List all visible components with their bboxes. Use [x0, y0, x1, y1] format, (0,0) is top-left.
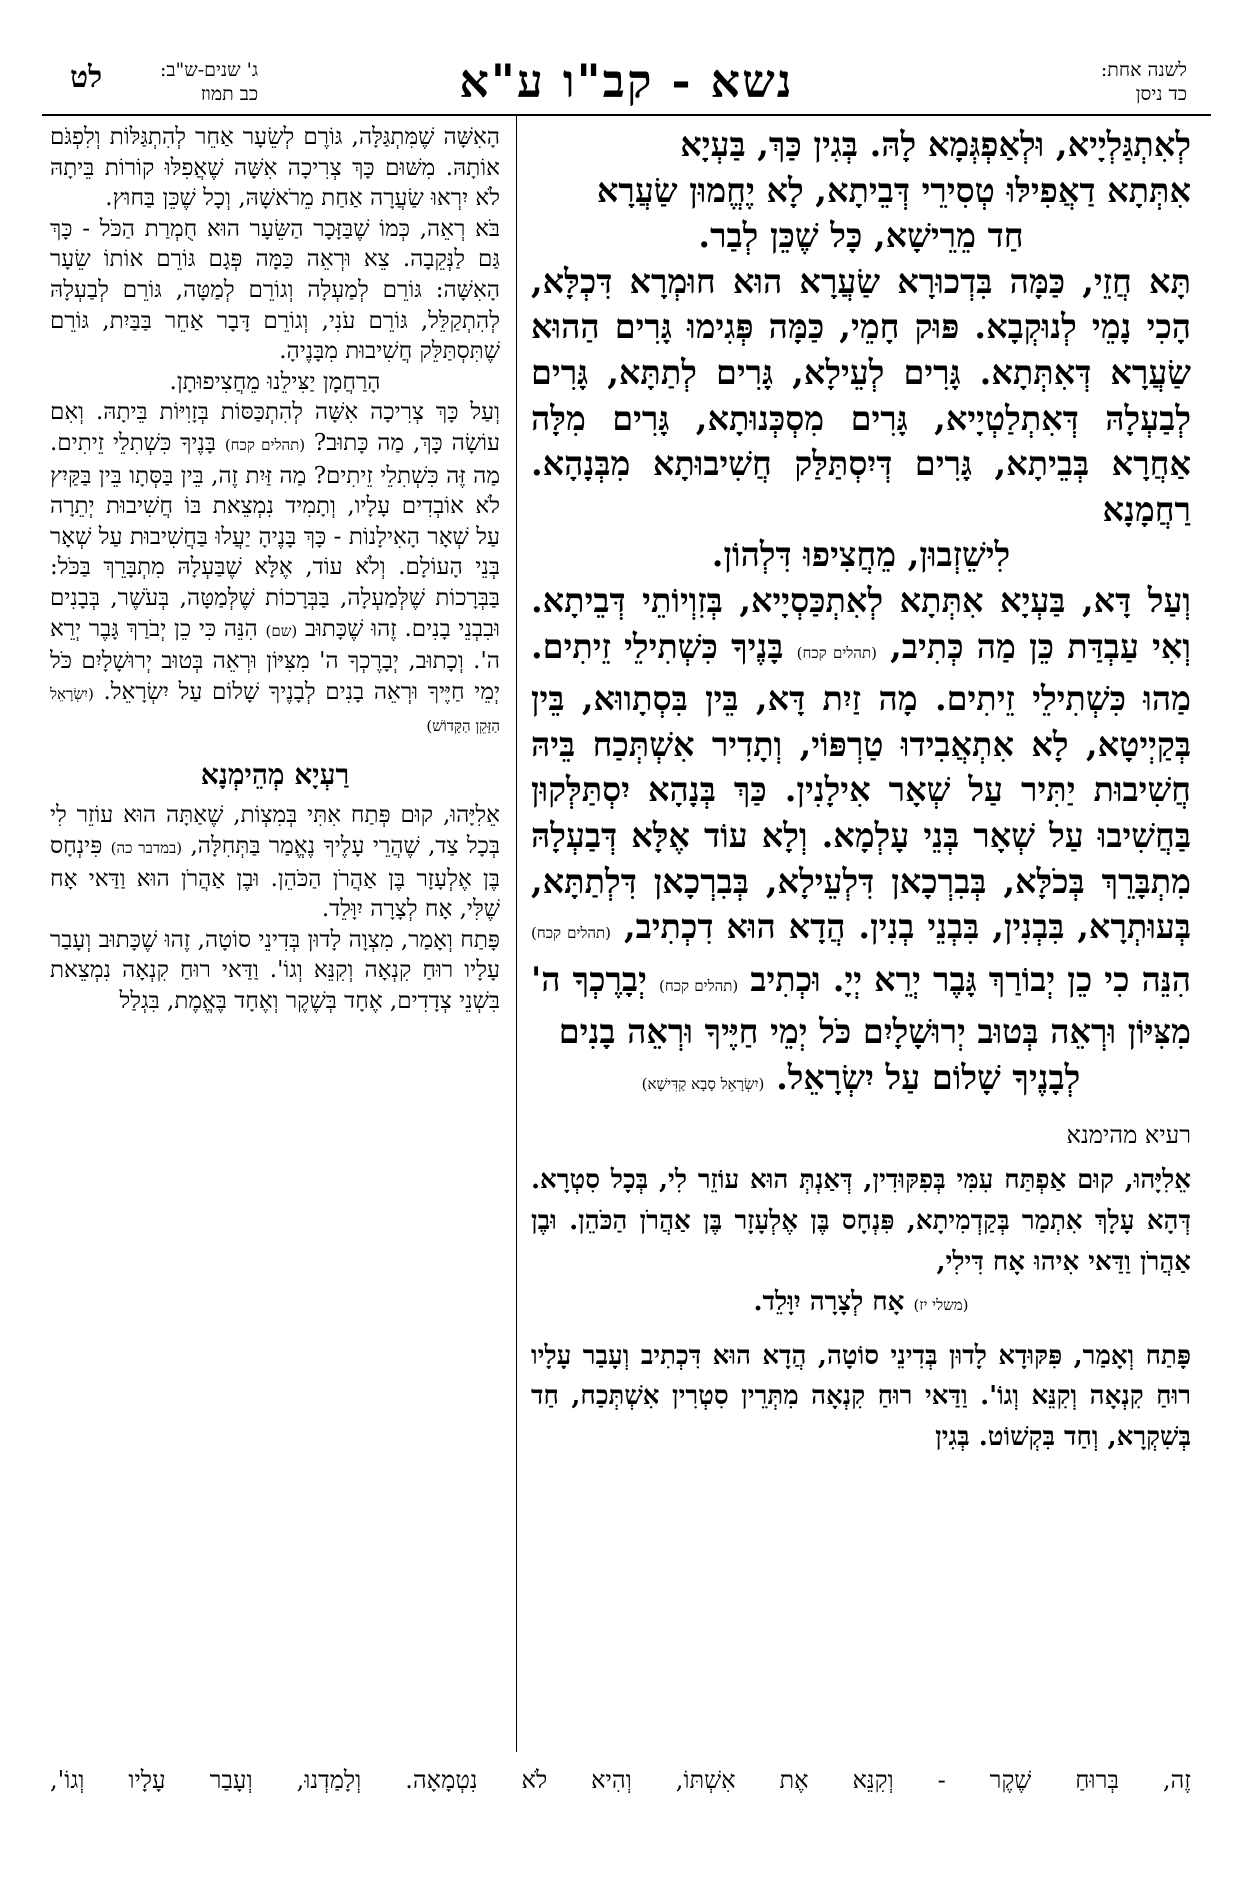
zohar-line: לְאִתְגַּלְיָיא, וּלְאַפְגְּמָא לָהּ. בְּגִין כַּךְ, בַּעְיָא: [680, 125, 1191, 164]
source-ref: (יִשְׂרָאֵל סָבָא קַדִּישָׁא): [641, 1074, 765, 1093]
zohar-paragraph: תָּא חֲזֵי, כַּמָּה בִּדְכוּרָא שַׂעֲרָא הוּא חוּמְרָא דִּכְלָּא, הָכִי נָמֵי לְנוּקְבָא. פּוּק חָמֵי, כַּמָּה פְּגִימוּ גָּרִים הַהוּא שַׂעֲרָא דְּאִתְּתָא. גָּרִים לְעֵילָא, גָּרִים לְתַתָּא, גָּרִים לְבַעְלָהּ דְּאִתְלַטְיָיא, גָּרִים מִסְכְּנוּתָא, גָּרִים מִלָּה אַחֲרָא בְּבֵיתָא, גָּרִים דְּיִסְתַּלַּק חֲשִׁיבוּתָא מִבְּנָהָא. רַחֲמָנָא: [531, 261, 1191, 529]
bottom-line: זֶה, בְּרוּחַ שֶׁקֶר - וְקִנֵּא אֶת אִשְׁתּוֹ, וְהִיא לֹא נִטְמָאָה. וְלָמַדְנוּ, וְעָבַר עָלָיו וְגוֹ',: [50, 1766, 1191, 1794]
page-number: לט: [70, 60, 103, 95]
column-divider: [516, 116, 517, 1752]
zohar-text-span: הִנֵּה כִי כֵן יְבוֹרַךְ גָּבֶר יְרֵא יְיָ. וּכְתִיב: [750, 959, 1192, 999]
source-ref: (תהלים קכח): [658, 976, 739, 995]
zohar-text: [531, 122, 1191, 1107]
header-left: [160, 58, 258, 106]
zohar-paragraph: [531, 578, 1191, 1055]
source-ref: (משלי יז): [913, 1296, 969, 1315]
raya-paragraph: אֵלִיָּהוּ, קוּם אַפְתַּח עִמִּי בְּפִקּוּדִין, דְּאַנְתְּ הוּא עוֹזֵר לִי, בְּכָל סִטְרָא. דְּהָא עָלָךְ אִתְמַר בְּקַדְמִיתָא, פִּנְחָס בֶּן אֶלְעָזָר בֶּן אַהֲרֹן הַכֹּהֵן. וּבֶן אַהֲרֹן וַדַּאי אִיהוּ אָח דִּילִי,: [531, 1165, 1191, 1277]
translation-text-span: וְעַל כָּךְ צְרִיכָה אִשָּׁה לְהִתְכַּסּוֹת בְּזָוִיּוֹת בֵּיתָהּ. וְאִם עוֹשָׂה כָּךְ, מַה כָּתוּב?: [50, 399, 501, 456]
translation-paragraph: [50, 397, 500, 742]
source-ref: (תהלים קכח): [796, 643, 877, 662]
translation-paragraph: בֹּא רְאֵה, כְּמוֹ שֶׁבַּזָּכָר הַשֵּׂעָר הוּא חֻמְרַת הַכֹּל - כָּךְ גַּם לַנְּקֵבָה. צֵא וּרְאֵה כַּמָּה פְּגָם גּוֹרֵם אוֹתוֹ שֵׂעָר הָאִשָּׁה: גּוֹרֵם לְמַעְלָה וְגוֹרֵם לְמַטָּה, גּוֹרֵם לְבַעְלָהּ לְהִתְקַלֵּל, גּוֹרֵם עֹנִי, וְגוֹרֵם דָּבָר אַחֵר בַּבַּיִת, גּוֹרֵם שֶׁתִּסְתַּלֵּק חֲשִׁיבוּת מִבָּנֶיהָ.: [50, 215, 500, 365]
source-ref: (במדבר כה): [110, 839, 183, 858]
translation-text-span: פִּינְחָס בֶּן אֶלְעָזָר בֶּן אַהֲרֹן הַכֹּהֵן. וּבֶן אַהֲרֹן הוּא וַדַּאי אָח שֶׁלִּי, אָח לְצָרָה יִוָּלֵד.: [50, 833, 500, 923]
zohar-line: אִתְּתָא דַאֲפִילּוּ טְסִירֵי דְּבֵיתָא, לָא יֶחֱמוּן שַׂעֲרָא: [596, 170, 1191, 210]
header-rule: [42, 114, 1211, 116]
zohar-line-center: [531, 1055, 1191, 1108]
header-right-line2: כד ניסן: [1135, 83, 1187, 105]
page-title: נשא - קב"ו ע"א: [459, 54, 794, 108]
raya-text-span: אָח לְצָרָה יִוָּלֵד.: [753, 1287, 905, 1318]
zohar-line-center: חַד מֵרֵישָׁא, כָּל שֶׁכֵּן לְבַר.: [698, 216, 1024, 256]
source-ref: (שם): [265, 621, 298, 640]
source-ref: (תהלים קכח): [531, 924, 612, 943]
header-right-line1: לשנה אחת:: [1100, 59, 1187, 81]
page-header: [42, 54, 1211, 128]
translation-paragraph: [50, 800, 500, 924]
raya-mehemna-title: רעיא מהימנא: [1066, 1121, 1191, 1150]
zohar-line-center: לִישֵׁזְבוּן, מֵחֲצִיפוּ דִּלְהוֹן.: [711, 535, 1011, 575]
translation-column: [50, 122, 500, 1017]
raya-line-center: [531, 1282, 1191, 1326]
header-left-line2: כב תמוז: [200, 83, 259, 105]
translation-raya-title: רַעְיָא מְהֵימְנָא: [200, 757, 350, 791]
zohar-text-span: יְבָרֶכְךָ ה' מִצִּיּוֹן וּרְאֵה בְּטוּב יְרוּשָׁלָיִם כֹּל יְמֵי חַיֶּיךָ וּרְאֵה בָנִים: [531, 959, 1191, 1052]
zohar-text-span: לְבָנֶיךָ שָׁלוֹם עַל יִשְׂרָאֵל.: [776, 1057, 1081, 1097]
source-ref: (יִשְׂרָאֵל הַזָּקֵן הַקָּדוֹשׁ): [50, 684, 500, 736]
translation-text-span: אֵלִיָּהוּ, קוּם פְּתַח אִתִּי בְּמִצְוֹת, שֶׁאַתָּה הוּא עוֹזֵר לִי בְּכָל צַד, שֶׁהֲרֵי עָלֶיךָ נֶאֱמַר בַּתְּחִלָּה,: [50, 802, 501, 860]
main-column: [531, 122, 1191, 1458]
spacer: [531, 1326, 1191, 1336]
raya-paragraph: פָּתַח וְאָמַר, פִּקּוּדָא לָדוּן בְּדִינֵי סוֹטָה, הֲדָא הוּא דִּכְתִיב וְעָבַר עָלָיו רוּחַ קִנְאָה וְקִנֵּא וְגוֹ'. וַדַּאי רוּחַ קִנְאָה מִתְּרֵין סִטְרִין אִשְׁתְּכַח, חַד בְּשִׁקְרָא, וְחַד בִּקְשׁוֹט. בְּגִין: [531, 1340, 1191, 1453]
raya-text: [531, 1160, 1191, 1457]
translation-paragraph: פָּתַח וְאָמַר, מִצְוָה לָדוּן בְּדִינֵי סוֹטָה, זֶהוּ שֶׁכָּתוּב וְעָבַר עָלָיו רוּחַ קִנְאָה וְקִנֵּא וְגוֹ'. וַדַּאי רוּחַ קִנְאָה נִמְצֵאת בִּשְׁנֵי צְדָדִים, אֶחָד בְּשֶׁקֶר וְאֶחָד בֶּאֱמֶת, בִּגְלַל: [50, 926, 500, 1015]
zohar-text-span: וְעַל דָּא, בַּעְיָא אִתְּתָא לְאִתְכַּסְיָיא, בְּזִוְיוֹתֵי דְּבֵיתָא. וְאִי עַבְדַּת כֵּן מַה כְּתִיב,: [531, 580, 1191, 666]
header-left-line1: ג' שנים-ש"ב:: [160, 59, 259, 81]
source-ref: (תהלים קכח): [224, 435, 306, 454]
translation-line-center: הָרַחֲמָן יַצִּילֵנוּ מֵחֲצִיפוּתָן.: [169, 368, 381, 395]
translation-text-span: הִנֵּה כִּי כֵן יְבֹרַךְ גָּבֶר יְרֵא ה'. וְכָתוּב, יְבָרֶכְךָ ה' מִצִּיּוֹן וּרְאֵה בְּטוּב יְרוּשָׁלָיִם כֹּל יְמֵי חַיֶּיךָ וּרְאֵה בָנִים לְבָנֶיךָ שָׁלוֹם עַל יִשְׂרָאֵל.: [50, 615, 501, 705]
translation-text-span: בָּנֶיךָ כִּשְׁתִלֵי זֵיתִים. מַה זֶּה כִּשְׁתִלֵי זֵיתִים? מַה זַּיִת זֶה, בֵּין בַּסְּתָו בֵּין בַּקַּיִץ לֹא אוֹבְדִים עָלָיו, וְתָמִיד נִמְצֵאת בּוֹ חֲשִׁיבוּת יְתֵרָה עַל שְׁאָר הָאִילָנוֹת - כָּךְ בָּנֶיהָ יַעֲלוּ בַּחֲשִׁיבוּת עַל שְׁאָר בְּנֵי הָעוֹלָם. וְלֹא עוֹד, אֶלָּא שֶׁבַּעְלָהּ מִתְבָּרֵךְ בַּכֹּל: בַּבְּרָכוֹת שֶׁלְּמַעְלָה, בַּבְּרָכוֹת שֶׁלְּמַטָּה, בְּעֹשֶׁר, בְּבָנִים וּבִבְנֵי בָנִים. זֶהוּ שֶׁכָּתוּב: [50, 429, 500, 642]
zohar-text-span: בָּנֶיךָ כִּשְׁתִילֵי זֵיתִים. מַהוּ כִּשְׁתִילֵי זֵיתִים. מָה זַיִת דָּא, בֵּין בִּסְתָווּא, בֵּין בְּקַיְיטָא, לָא אִתְאֲבִידוּ טַרְפּוֹי, וְתָדִיר אִשְׁתְּכַח בֵּיהּ חֲשִׁיבוּת יַתִּיר עַל שְׁאָר אִילָנִין. כַּךְ בְּנָהָא יִסְתַּלְּקוּן בַּחֲשִׁיבוּ עַל שְׁאָר בְּנֵי עָלְמָא. וְלָא עוֹד אֶלָּא דְּבַעְלָהּ מִתְבָּרֵךְ בְּכֹלָּא, בְּבִרְכָאן דִּלְעֵילָא, בְּבִרְכָאן דִּלְתַתָּא, בְּעוּתְרָא, בִּבְנִין, בִּבְנֵי בְנִין. הֲדָא הוּא דִכְתִיב,: [531, 626, 1192, 947]
translation-paragraph: הָאִשָּׁה שֶׁמִּתְגַּלָּה, גּוֹרֶם לְשֵׂעָר אַחֵר לְהִתְגַּלּוֹת וְלִפְגֹּם אוֹתָהּ. מִשּׁוּם כָּךְ צְרִיכָה אִשָּׁה שֶׁאֲפִלּוּ קוֹרוֹת בֵּיתָהּ לֹא יִרְאוּ שַׂעֲרָה אַחַת מֵרֹאשָׁהּ, וְכָל שֶׁכֵּן בַּחוּץ.: [50, 124, 500, 212]
